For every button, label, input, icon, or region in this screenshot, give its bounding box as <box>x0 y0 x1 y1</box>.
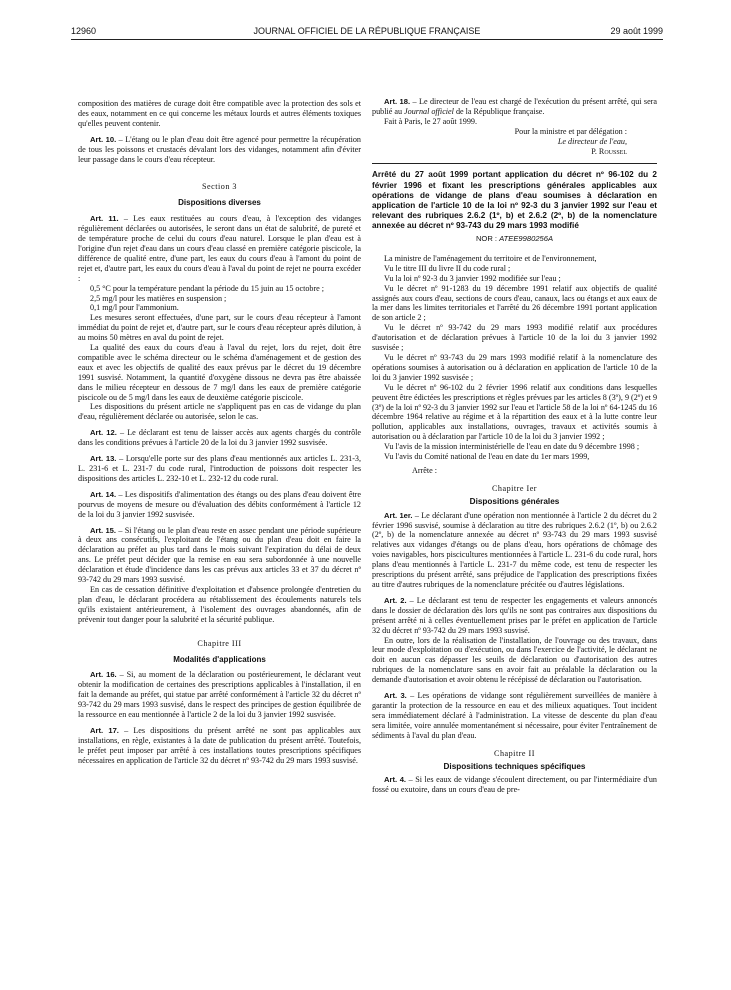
journal-title: JOURNAL OFFICIEL DE LA RÉPUBLIQUE FRANÇAISE <box>253 26 481 36</box>
chapter-heading: Chapitre II <box>494 748 535 758</box>
article-text: – Lorsqu'elle porte sur des plans d'eau mentionnés aux articles L. 231-3, L. 231-6 et L. 231-7 du code rural, l'introduction de poissons doit respecter les dispositions des articles L. 232-10 et L. 232-12 du code rural. <box>78 454 361 483</box>
article-16 <box>78 670 361 720</box>
article-label: Art. 13. <box>90 454 117 464</box>
paragraph: La qualité des eaux du cours d'eau à l'aval du rejet, lors du rejet, doit être compatible avec le schéma directeur ou le schéma d'aménagement et de gestion des eaux et avec les objectifs de qualité des eaux prévus par le décret du 19 décembre 1991 susvisé. Notamment, la quantité d'oxygène dissous ne devra pas être abaissée dans le milieu récepteur en dessous de 7 mg/l dans les eaux de première catégorie piscicole ou de 5 mg/l dans les eaux de deuxième catégorie piscicole. <box>78 343 361 402</box>
article-4 <box>372 775 657 795</box>
article-label: Art. 2. <box>384 595 407 605</box>
visa: Vu le décret nº 91-1283 du 19 décembre 1991 relatif aux objectifs de qualité assignés aux cours d'eau, sections de cours d'eau, canaux, lacs ou étangs et aux eaux de la mer dans les limites territoriales et l'arrêté du 26 décembre 1991 portant application de son article 2 ; <box>372 283 657 323</box>
paragraph: En outre, lors de la réalisation de l'installation, de l'ouvrage ou des travaux, dans leur mode d'exploitation ou d'exécution, ou dans l'exercice de l'activité, le déclarant ne doit en aucun cas dépasser les seuils de déclaration ou d'autorisation des autres rubriques de la nomenclature sans en avoir fait au préalable la déclaration ou la demande d'autorisation et avoir obtenu le récépissé de déclaration ou l'autorisation. <box>372 635 657 685</box>
article-text: – Les dispositifs d'alimentation des étangs ou des plans d'eau doivent être pourvus de moyens de mesure ou d'évaluation des débits conformément à l'article 12 de la loi du 3 janvier 1992 susvisée. <box>78 489 361 519</box>
decree-title: Arrêté du 27 août 1999 portant application du décret nº 96-102 du 2 février 1996 et fixant les prescriptions générales applicables aux opérations de vidange de plans d'eau soumises à déclaration en application de l'article 10 de la loi nº 92-3 du 3 janvier 1992 sur l'eau et relevant des rubriques 2.6.2 (1º, b) et 2.6.2 (2º, b) de la nomenclature annexée au décret nº 93-743 du 29 mars 1993 modifié <box>372 170 657 230</box>
visa: Vu le titre III du livre II du code rural ; <box>384 263 511 273</box>
article-text: – Si les eaux de vidange s'écoulent directement, ou par l'intermédiaire d'un fossé ou exutoire, dans un cours d'eau de pre- <box>372 775 657 795</box>
article-17 <box>78 726 361 766</box>
signing-place-date: Fait à Paris, le 27 août 1999. <box>384 116 477 126</box>
list-item: 0,1 mg/l pour l'ammonium. <box>90 303 179 313</box>
article-text: – Si l'étang ou le plan d'eau reste en assec pendant une période supérieure à deux ans consécutifs, l'exploitant de l'étang ou du plan d'eau doit en faire la déclaration au préfet au plus tard dans le mois suivant l'expiration du délai de deux ans. Le préfet peut décider que la remise en eau sera subordonnée à une nouvelle déclaration et étude d'incidence dans les cas prévus aux articles 33 et 37 du décret nº 93-742 du 29 mars 1993 susvisé. <box>78 525 362 585</box>
separator <box>372 163 657 164</box>
left-column <box>78 99 361 766</box>
list-item: 2,5 mg/l pour les matières en suspension ; <box>90 293 227 303</box>
article-text: – Le directeur de l'eau est chargé de l'exécution du présent arrêté, qui sera publié au <box>372 97 657 116</box>
article-text: – L'étang ou le plan d'eau doit être agencé pour permettre la récupération de tous les poissons et crustacés dévalant lors des vidanges, notamment afin d'éviter leur passage dans le cours d'eau récepteur. <box>78 134 361 164</box>
visa: Vu le décret nº 93-742 du 29 mars 1993 modifié relatif aux procédures d'autorisation et de déclaration prévues à l'article 10 de la loi du 3 janvier 1992 susvisée ; <box>372 323 657 353</box>
section-title: Dispositions diverses <box>178 198 261 208</box>
article-label: Art. 18. <box>384 97 411 106</box>
visa: Vu l'avis du Comité national de l'eau en date du 1er mars 1999, <box>384 452 590 462</box>
visa: Vu l'avis de la mission interministérielle de l'eau en date du 9 décembre 1998 ; <box>384 442 640 452</box>
article-18 <box>372 97 657 117</box>
article-label: Art. 1er. <box>384 510 413 520</box>
issue-date: 29 août 1999 <box>610 26 663 36</box>
paragraph: composition des matières de curage doit être compatible avec la protection des sols et des eaux, notamment en ce qui concerne les métaux lourds et autres éléments toxiques qu'elles peuvent contenir. <box>78 99 361 128</box>
article-15 <box>78 526 361 585</box>
article-3 <box>372 691 657 741</box>
paragraph: Les mesures seront effectuées, d'une part, sur le cours d'eau récepteur à l'amont immédiat du point de rejet et, d'autre part, sur le cours d'eau récepteur après dilution, à au moins 50 mètres en aval du point de rejet. <box>78 313 361 343</box>
article-text: de la République française. <box>453 106 545 116</box>
article-text: – Le déclarant est tenu de laisser accès aux agents chargés du contrôle dans les conditions prévues à l'article 20 de la loi du 3 janvier 1992 susvisée. <box>78 428 362 448</box>
article-13 <box>78 454 361 484</box>
chapter-title: Dispositions générales <box>469 496 560 506</box>
article-12 <box>78 428 361 448</box>
article-label: Art. 4. <box>384 775 407 785</box>
nor-value: ATEE9980256A <box>499 234 554 243</box>
list-item: 0,5 °C pour la température pendant la période du 15 juin au 15 octobre ; <box>90 283 325 293</box>
arrete-word: Arrête : <box>412 465 438 475</box>
article-2 <box>372 596 657 636</box>
paragraph: En cas de cessation définitive d'exploitation et d'absence prolongée d'entretien du plan d'eau, le déclarant procédera au rétablissement des écoulements naturels tels qu'ils existaient antérieurement, à l'isolement des ouvrages abandonnés, afin de prévenir tout danger pour la salubrité et la sécurité publique. <box>78 584 361 624</box>
signatory-name: P. Roussel <box>591 146 627 156</box>
article-label: Art. 16. <box>90 670 117 680</box>
chapter-title: Dispositions techniques spécifiques <box>443 761 586 771</box>
article-text: – Si, au moment de la déclaration ou postérieurement, le déclarant veut obtenir la modification de certaines des prescriptions applicables à l'installation, il en fait la demande au préfet, qui statue par arrêté conformément à l'article 32 du décret nº 93-742 du 29 mars 1993 susvisé, dans le respect des principes de gestion équilibrée de la ressource en eau mentionnée à l'article 2 de la loi du 3 janvier 1992 susvisée. <box>78 670 361 720</box>
article-10 <box>78 135 361 165</box>
chapter-title: Modalités d'applications <box>173 654 266 664</box>
journal-name: Journal officiel <box>404 106 454 116</box>
signature-line: Pour la ministre et par délégation : <box>514 126 627 136</box>
nor-reference <box>372 234 657 244</box>
right-column <box>372 97 657 795</box>
article-1 <box>372 511 657 590</box>
page-header <box>71 26 663 40</box>
article-14 <box>78 490 361 520</box>
article-11 <box>78 214 361 283</box>
visa: Vu la loi nº 92-3 du 3 janvier 1992 modifiée sur l'eau ; <box>384 273 561 283</box>
section-heading: Section 3 <box>202 182 237 192</box>
chapter-heading: Chapitre Ier <box>491 483 538 493</box>
article-text: – Les opérations de vidange sont régulièrement surveillées de manière à garantir la protection de la ressource en eau et des milieux aquatiques. Tout incident sera immédiatement déclaré à l'administration. La vitesse de descente du plan d'eau sera limitée, voire annulée momentanément si nécessaire, pour éviter l'entraînement de sédiments à l'aval du plan d'eau. <box>372 691 657 740</box>
article-text: – Les dispositions du présent arrêté ne sont pas applicables aux installations, en règle, existantes à la date de publication du présent arrêté. Toutefois, le préfet peut imposer par arrêté à ces installations toutes prescriptions spécifiques nécessaires en application de l'article 32 du décret nº 93-742 du 29 mars 1993 susvisé. <box>78 725 361 765</box>
paragraph: Les dispositions du présent article ne s'appliquent pas en cas de vidange du plan d'eau, régulièrement déclarée ou autorisée, selon le cas. <box>78 402 361 422</box>
article-label: Art. 11. <box>90 214 119 224</box>
chapter-heading: Chapitre III <box>197 638 242 648</box>
visa: Vu le décret nº 93-743 du 29 mars 1993 modifié relatif à la nomenclature des opérations soumises à autorisation ou à déclaration en application de l'article 10 de la loi du 3 janvier 1992 susvisée ; <box>372 352 657 382</box>
article-text: – Le déclarant est tenu de respecter les engagements et valeurs annoncés dans le dossier de déclaration dès lors qu'ils ne sont pas contraires aux dispositions du présent arrêté ni à celles éventuellement prises par le préfet en application de l'article 32 du décret nº 93-742 du 29 mars 1993 susvisé. <box>372 595 657 635</box>
article-label: Art. 14. <box>90 489 117 499</box>
article-text: – Le déclarant d'une opération non mentionnée à l'article 2 du décret du 2 février 1996 susvisé, soumise à déclaration au titre des rubriques 2.6.2 (1º, b) ou 2.6.2 (2º, b) de la nomenclature annexée au décret nº 93-743 du 29 mars 1993 susvisé relatives aux vidanges d'étangs ou de plans d'eau, hors opérations de chômage des voies navigables, hors piscicultures mentionnées à l'article L. 231-6 du code rural, hors plans d'eau mentionnés à l'article L. 231-7 du même code, est tenu de respecter les prescriptions du présent arrêté, sans préjudice de l'application des prescriptions fixées au titre d'autres rubriques de la nomenclature précitée ou d'autres législations. <box>372 510 657 589</box>
header-rule <box>71 39 663 40</box>
nor-label: NOR : <box>475 234 500 243</box>
article-label: Art. 3. <box>384 691 407 701</box>
page-number: 12960 <box>71 26 97 36</box>
article-label: Art. 17. <box>90 725 119 735</box>
visa: Vu le décret nº 96-102 du 2 février 1996 relatif aux conditions dans lesquelles peuvent être édictées les prescriptions et règles prévues par les articles 8 (3º), 9 (2º) et 9 (3º) de la loi nº 92-3 du 3 janvier 1992 sur l'eau et l'article 58 de la loi nº 64-1245 du 16 décembre 1964 relative au régime et à la répartition des eaux et à la lutte contre leur pollution, applicables aux installations, ouvrages, travaux et activités soumis à autorisation ou à déclaration par l'article 10 de la loi du 3 janvier 1992 ; <box>372 382 658 442</box>
article-label: Art. 10. <box>90 134 117 144</box>
article-label: Art. 12. <box>90 428 117 438</box>
preamble: La ministre de l'aménagement du territoire et de l'environnement, <box>384 253 597 263</box>
article-label: Art. 15. <box>90 525 117 535</box>
signatory-role: Le directeur de l'eau, <box>557 136 627 146</box>
article-text: – Les eaux restituées au cours d'eau, à l'exception des vidanges régulièrement déclarées ou autorisées, le seront dans un état de salubrité, de pureté et de température proche de celui du cours d'eau naturel. Lorsque le plan d'eau est à l'origine d'un rejet d'eau dans un cours d'eau classé en première catégorie piscicole, la différence de qualité entre, d'une part, les eaux du cours d'eau à l'amont du point de rejet et, d'autre part, les eaux du cours d'eau à l'aval du point de rejet ne pourra excéder : <box>78 214 361 283</box>
signature-title <box>372 137 657 147</box>
